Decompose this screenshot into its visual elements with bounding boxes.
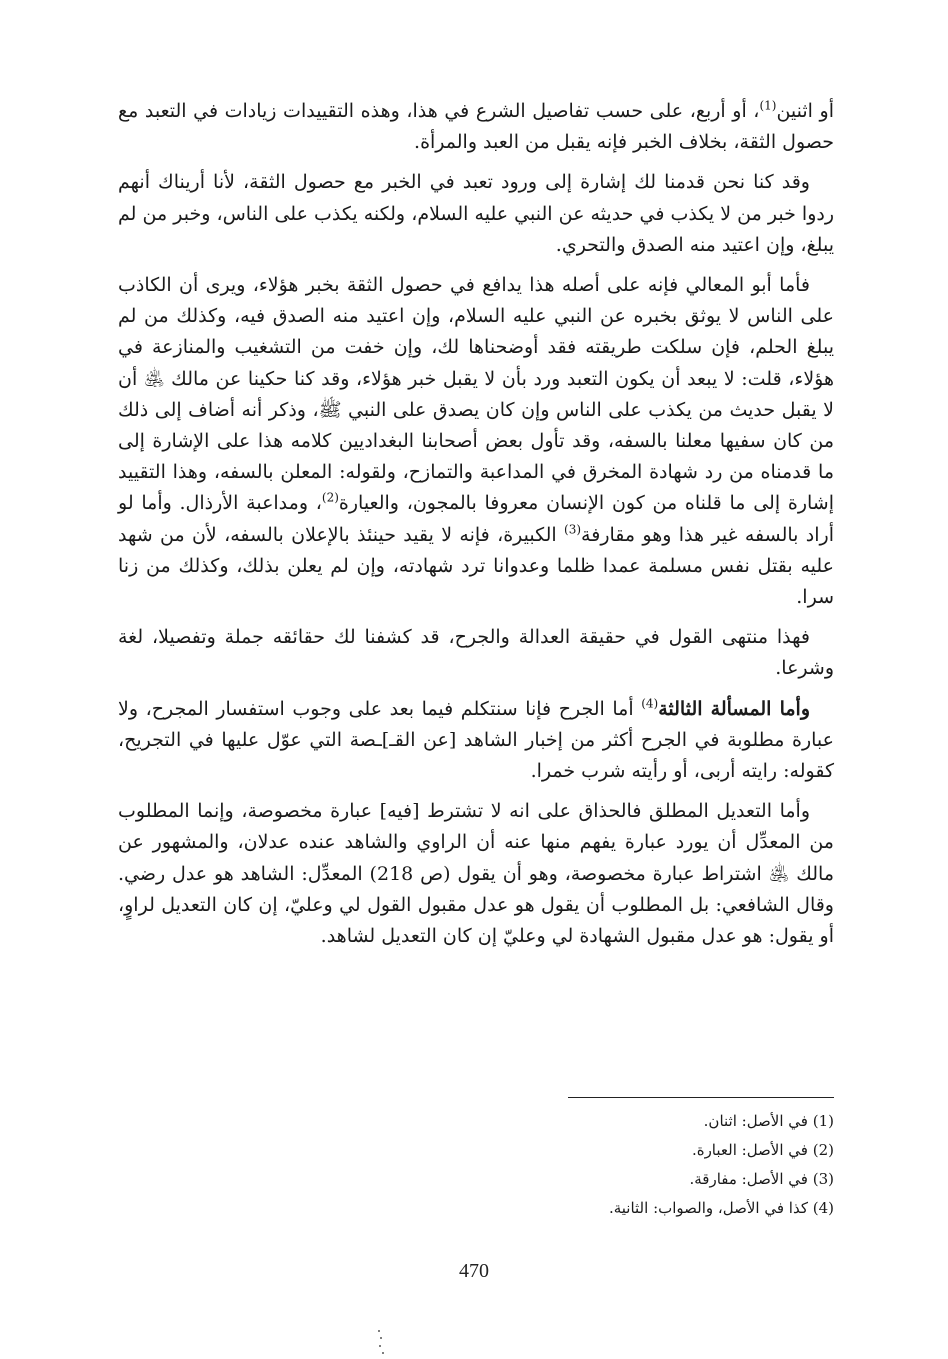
paragraph-text: ، أو أربع، على حسب تفاصيل الشرع في هذا، وهذه التقييدات زيادات في التعبد مع حصول الثقة، بخلاف الخبر فإنه يقبل من العبد والمرأة.	[118, 100, 834, 154]
footnote: (1) في الأصل: اثنان.	[703, 1112, 834, 1130]
footnote: (4) كذا في الأصل، والصواب: الثانية.	[608, 1199, 834, 1217]
main-text	[118, 96, 834, 961]
paragraph-p2	[118, 167, 834, 261]
paragraph-text: فأما أبو المعالي فإنه على أصله هذا يدافع في حصول الثقة بخبر هؤلاء، ويرى أن الكاذب على الناس لا يوثق بخبره عن النبي عليه السلام، وإن اعتيد منه الصدق فيه، وكذلك من لم يبلغ الحلم، فإن سلكت طريقته فقد أوضحناها لك، وإن خفت من التشغيب والمنازعة في هؤلاء، قلت: لا يبعد أن يكون التعبد ورد بأن لا يقبل خبر هؤلاء، وقد كنا حكينا عن مالك ﵁ أن لا يقبل حديث من يكذب على الناس وإن كان يصدق على النبي ﷺ، وذكر أنه أضاف إلى ذلك من كان سفيها معلنا بالسفه، وقد تأول بعض أصحابنا البغداديين كلامه هذا على الإشارة إلى ما قدمناه من رد شهادة المخرق في المداعبة والتمازح، ولقوله: المعلن بالسفه، وهذا التقييد إشارة إلى ما قلناه من كون الإنسان معروفا بالمجون، والعيارة	[118, 274, 834, 515]
scan-specks	[372, 1328, 386, 1356]
paragraph-p1	[118, 96, 834, 158]
footnote-ref: (4)	[641, 696, 659, 711]
paragraph-text: وقد كنا نحن قدمنا لك إشارة إلى ورود تعبد في الخبر مع حصول الثقة، لأنا أريناك أنهم ردوا خبر من لا يكذب في حديثه عن النبي عليه السلام، ولكنه يكذب على الناس، وخبر من لم يبلغ، وإن اعتيد منه الصدق والتحري.	[118, 171, 834, 256]
footnote-ref: (1)	[759, 98, 777, 113]
paragraph-text: فهذا منتهى القول في حقيقة العدالة والجرح، قد كشفنا لك حقائقه جملة وتفصيلا، لغة وشرعا.	[118, 626, 834, 680]
footnotes	[400, 1107, 834, 1223]
paragraph-p5	[118, 694, 834, 788]
paragraph-text: ، ومداعبة الأرذال. وأما لو أراد بالسفه غير هذا وهو مقارفة	[118, 492, 834, 546]
footnote-ref: (3)	[564, 522, 582, 537]
page-number: 470	[459, 1260, 489, 1282]
footnote: (3) في الأصل: مفارقة.	[689, 1170, 834, 1188]
paragraph-text: الكبيرة، فإنه لا يقيد حينئذ بالإعلان بالسفه، لأن من شهد عليه بقتل نفس مسلمة عمدا ظلما وعدوانا ترد شهادته، وإن لم يعلن بذلك، وكذلك من زنا سرا.	[118, 523, 834, 609]
footnote-ref: (2)	[321, 491, 339, 506]
paragraph-p4	[118, 622, 834, 684]
paragraph-p6	[118, 796, 834, 952]
footnote: (2) في الأصل: العبارة.	[691, 1141, 834, 1159]
paragraph-text: وأما التعديل المطلق فالحذاق على انه لا تشترط [فيه] عبارة مخصوصة، وإنما المطلوب من المعدِّل أن يورد عبارة يفهم منها عنه أن الراوي والشاهد عنده عدلان، والمشهور عن مالك ﵁ اشتراط عبارة مخصوصة، وهو أن يقول (ص 218) المعدِّل: الشاهد هو عدل رضي. وقال الشافعي: بل المطلوب أن يقول هو عدل مقبول القول لي وعليّ، إن كان التعديل لراوٍ، أو يقول: هو عدل مقبول الشهادة لي وعليّ إن كان التعديل لشاهد.	[118, 800, 834, 948]
footnote-divider	[568, 1097, 834, 1098]
paragraph-text: أما الجرح فإنا سنتكلم فيما بعد على وجوب استفسار المجرح، ولا عبارة مطلوبة في الجرح أكثر من إخبار الشاهد [عن القـ]ـصة التي عوّل عليها في التجريح، كقوله: رايته أربى، أو رأيته شرب خمرا.	[118, 697, 834, 783]
section-lead: وأما المسألة الثالثة	[658, 697, 811, 720]
paragraph-text: أو اثنين	[776, 100, 834, 122]
paragraph-p3	[118, 270, 834, 613]
